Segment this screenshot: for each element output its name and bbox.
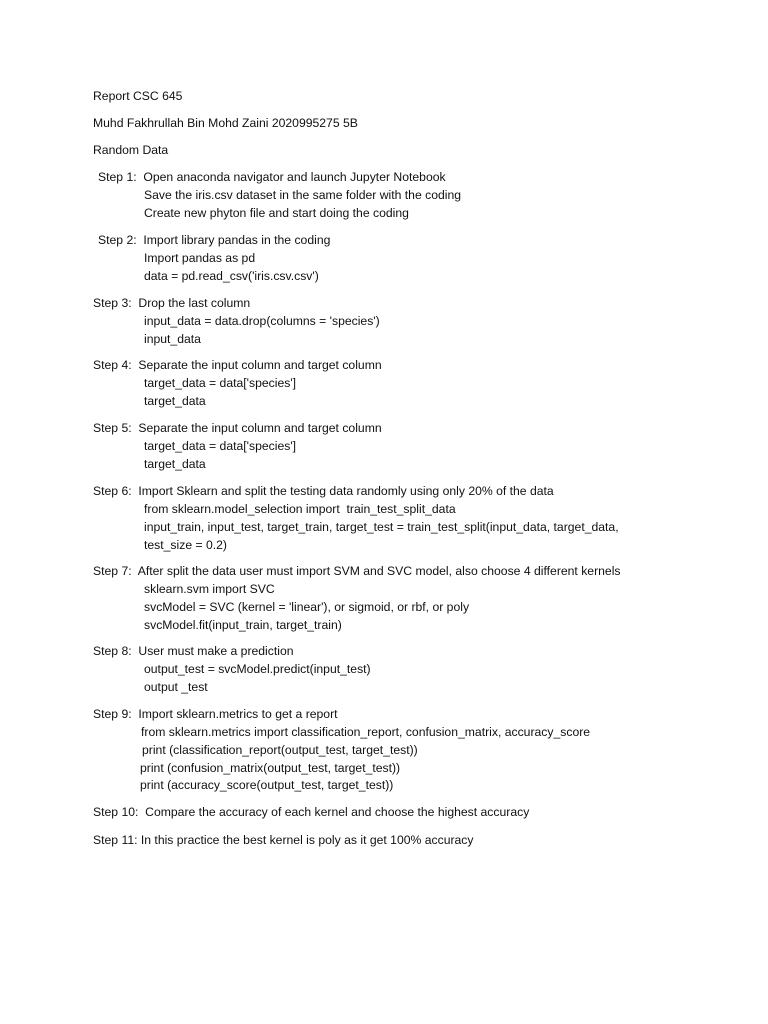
step-2-heading: Step 2: Import library pandas in the coding xyxy=(98,233,331,247)
step-7-line-1: sklearn.svm import SVC xyxy=(144,582,275,596)
step-9-line-2: print (classification_report(output_test, target_test)) xyxy=(142,743,418,757)
step-5-line-2: target_data xyxy=(144,457,206,471)
step-2-line-1: Import pandas as pd xyxy=(144,251,256,265)
report-title: Report CSC 645 xyxy=(93,89,183,103)
section-title: Random Data xyxy=(93,143,169,157)
step-5-heading: Step 5: Separate the input column and target column xyxy=(93,421,382,435)
step-3-line-2: input_data xyxy=(144,332,201,346)
step-11-heading: Step 11: In this practice the best kernel is poly as it get 100% accuracy xyxy=(93,833,474,847)
step-6-line-1: from sklearn.model_selection import train_test_split_data xyxy=(144,502,456,516)
step-9-line-1: from sklearn.metrics import classification_report, confusion_matrix, accuracy_score xyxy=(141,725,591,739)
step-1-line-2: Create new phyton file and start doing the coding xyxy=(144,206,409,220)
step-4-heading: Step 4: Separate the input column and target column xyxy=(93,358,382,372)
step-1-heading: Step 1: Open anaconda navigator and launch Jupyter Notebook xyxy=(98,170,446,184)
step-2-line-2: data = pd.read_csv('iris.csv.csv') xyxy=(144,269,319,283)
step-3-line-1: input_data = data.drop(columns = 'species') xyxy=(144,314,380,328)
step-6-line-3: test_size = 0.2) xyxy=(144,538,227,552)
step-4-line-2: target_data xyxy=(144,394,206,408)
step-6-line-2: input_train, input_test, target_train, target_test = train_test_split(input_data, target_data, xyxy=(144,520,619,534)
step-7-line-3: svcModel.fit(input_train, target_train) xyxy=(144,618,342,632)
step-9-line-4: print (accuracy_score(output_test, target_test)) xyxy=(140,778,394,792)
step-10-heading: Step 10: Compare the accuracy of each kernel and choose the highest accuracy xyxy=(93,805,530,819)
step-3-heading: Step 3: Drop the last column xyxy=(93,296,251,310)
step-9-heading: Step 9: Import sklearn.metrics to get a report xyxy=(93,707,338,721)
step-7-line-2: svcModel = SVC (kernel = 'linear'), or sigmoid, or rbf, or poly xyxy=(144,600,470,614)
step-7-heading: Step 7: After split the data user must import SVM and SVC model, also choose 4 different kernels xyxy=(93,564,621,578)
step-1-line-1: Save the iris.csv dataset in the same folder with the coding xyxy=(144,188,462,202)
step-8-heading: Step 8: User must make a prediction xyxy=(93,644,294,658)
step-4-line-1: target_data = data['species'] xyxy=(144,376,297,390)
step-6-heading: Step 6: Import Sklearn and split the testing data randomly using only 20% of the data xyxy=(93,484,554,498)
step-8-line-1: output_test = svcModel.predict(input_test) xyxy=(144,662,371,676)
step-8-line-2: output _test xyxy=(144,680,208,694)
step-5-line-1: target_data = data['species'] xyxy=(144,439,297,453)
author-line: Muhd Fakhrullah Bin Mohd Zaini 2020995275 5B xyxy=(93,116,358,130)
step-9-line-3: print (confusion_matrix(output_test, target_test)) xyxy=(140,761,401,775)
